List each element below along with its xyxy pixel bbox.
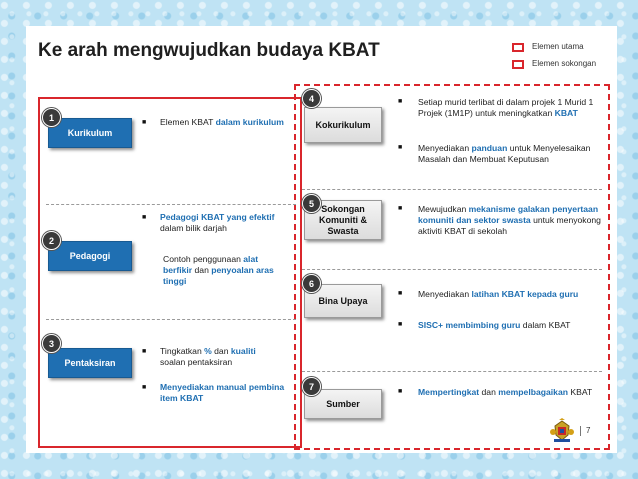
highlight: mekanisme galakan penyertaan komuniti dan sektor swasta: [418, 204, 599, 225]
section-number-5: 5: [302, 194, 321, 213]
text: Menyediakan: [418, 289, 472, 299]
divider: [302, 269, 602, 270]
bullet-icon: ■: [398, 98, 403, 105]
page-title: Ke arah mengwujudkan budaya KBAT: [38, 40, 380, 61]
legend-main-swatch: [512, 43, 524, 52]
highlight: KBAT: [554, 108, 578, 118]
section-box-pedagogi: Pedagogi: [48, 241, 132, 271]
bina-upaya-point-1: [418, 289, 608, 300]
section-number-2: 2: [42, 231, 61, 250]
text: dan: [479, 387, 499, 397]
highlight: mempelbagaikan: [498, 387, 568, 397]
bullet-icon: ■: [142, 119, 147, 126]
text: untuk menyokong aktiviti KBAT di sekolah: [418, 215, 601, 236]
highlight: Mempertingkat: [418, 387, 480, 397]
text: Tingkatkan: [160, 346, 205, 356]
highlight: panduan: [471, 143, 508, 153]
pedagogi-point-1: [160, 212, 285, 234]
section-box-kokurikulum: Kokurikulum: [304, 107, 382, 143]
legend-support-swatch: [512, 60, 524, 69]
kokurikulum-point-1: [418, 97, 608, 119]
text: soalan pentaksiran: [160, 357, 233, 367]
pedagogi-point-2: [163, 254, 288, 287]
bullet-icon: ■: [398, 388, 403, 395]
highlight: Pedagogi KBAT yang efektif: [160, 212, 275, 222]
highlight: penyoalan aras tinggi: [163, 265, 274, 286]
kurikulum-point-1: [160, 117, 285, 128]
bullet-icon: ■: [398, 290, 403, 297]
text: untuk Menyelesaikan Masalah dan Membuat Keputusan: [418, 143, 591, 164]
highlight: alat berfikir: [163, 254, 259, 275]
section-number-7: 7: [302, 377, 321, 396]
bullet-icon: ■: [142, 214, 147, 221]
divider: [46, 204, 296, 205]
pentaksiran-point-2: [160, 382, 285, 404]
sokongan-point-1: [418, 204, 608, 237]
section-number-4: 4: [302, 89, 321, 108]
section-box-sokongan-komuniti: Sokongan Komuniti & Swasta: [304, 200, 382, 240]
section-box-pentaksiran: Pentaksiran: [48, 348, 132, 378]
page-number: 7: [586, 426, 591, 435]
text: Contoh penggunaan: [163, 254, 244, 264]
highlight: kualiti: [230, 346, 256, 356]
sumber-point-1: [418, 387, 608, 398]
section-number-1: 1: [42, 108, 61, 127]
text: dalam KBAT: [520, 320, 571, 330]
bullet-icon: ■: [142, 384, 147, 391]
text: KBAT: [567, 387, 593, 397]
malaysia-coat-of-arms-icon: [548, 418, 576, 444]
bullet-icon: ■: [398, 321, 403, 328]
divider: [302, 189, 602, 190]
highlight: latihan KBAT kepada guru: [471, 289, 579, 299]
pentaksiran-point-1: [160, 346, 280, 368]
highlight: Menyediakan manual pembina item KBAT: [160, 382, 285, 403]
kokurikulum-point-2: [418, 143, 608, 165]
bullet-icon: ■: [142, 348, 147, 355]
section-box-sumber: Sumber: [304, 389, 382, 419]
text: dan: [192, 265, 212, 275]
legend-support-label: Elemen sokongan: [532, 59, 597, 68]
highlight: %: [204, 346, 212, 356]
highlight: dalam kurikulum: [215, 117, 284, 127]
text: Setiap murid terlibat di dalam projek 1 Murid 1 Projek (1M1P) untuk meningkatkan: [418, 97, 594, 118]
bullet-icon: ■: [398, 144, 403, 151]
section-number-3: 3: [42, 334, 61, 353]
text: dan: [211, 346, 231, 356]
text: dalam bilik darjah: [160, 223, 227, 233]
text: Elemen KBAT: [160, 117, 216, 127]
slide: [26, 26, 617, 453]
section-box-bina-upaya: Bina Upaya: [304, 284, 382, 318]
section-number-6: 6: [302, 274, 321, 293]
footer-divider: [580, 426, 581, 436]
bina-upaya-point-2: [418, 320, 608, 331]
divider: [302, 371, 602, 372]
highlight: SISC+ membimbing guru: [418, 320, 521, 330]
bullet-icon: ■: [398, 205, 403, 212]
divider: [46, 319, 296, 320]
legend-main-label: Elemen utama: [532, 42, 584, 51]
text: Mewujudkan: [418, 204, 469, 214]
text: Menyediakan: [418, 143, 472, 153]
section-box-kurikulum: Kurikulum: [48, 118, 132, 148]
